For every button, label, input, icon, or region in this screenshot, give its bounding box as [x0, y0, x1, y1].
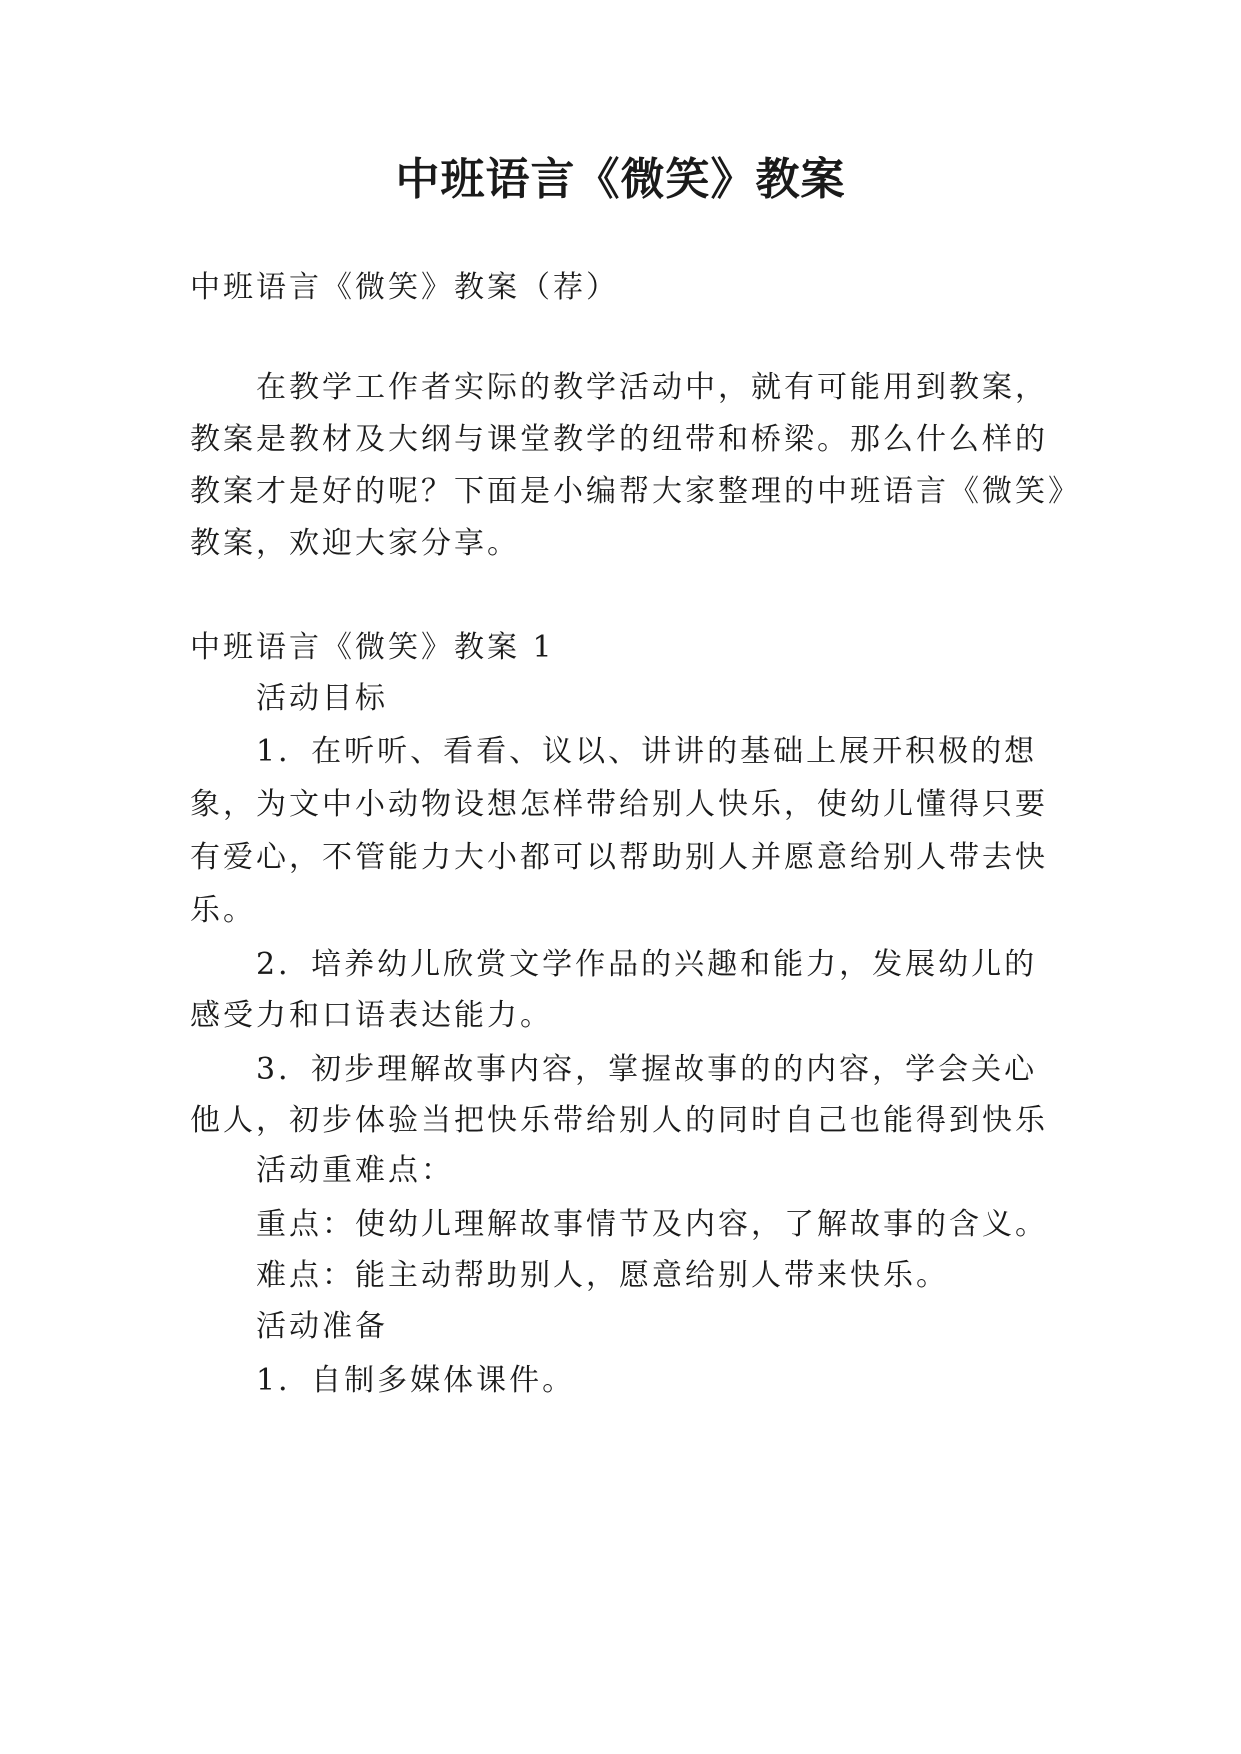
goal-line: 3．初步理解故事内容，掌握故事的的内容，学会关心 [256, 1052, 1038, 1087]
document-subtitle: 中班语言《微笑》教案（荐） [190, 270, 619, 305]
goal-line: 乐。 [190, 893, 256, 928]
intro-line: 教案，欢迎大家分享。 [190, 526, 520, 561]
goal-line: 象，为文中小动物设想怎样带给别人快乐，使幼儿懂得只要 [190, 787, 1048, 822]
prep-heading: 活动准备 [256, 1309, 388, 1344]
goal-line: 感受力和口语表达能力。 [190, 998, 553, 1033]
section-heading: 中班语言《微笑》教案 1 [190, 630, 555, 665]
keypoints-heading: 活动重难点： [256, 1153, 454, 1188]
goal-line: 有爱心，不管能力大小都可以帮助别人并愿意给别人带去快 [190, 840, 1048, 875]
goals-heading: 活动目标 [256, 681, 388, 716]
intro-line: 在教学工作者实际的教学活动中，就有可能用到教案， [256, 370, 1048, 405]
intro-line: 教案是教材及大纲与课堂教学的纽带和桥梁。那么什么样的 [190, 422, 1048, 457]
goal-line: 他人，初步体验当把快乐带给别人的同时自己也能得到快乐 [190, 1103, 1048, 1138]
keypoint-text: 重点：使幼儿理解故事情节及内容，了解故事的含义。 [256, 1207, 1048, 1242]
goal-line: 1．在听听、看看、议以、讲讲的基础上展开积极的想 [256, 734, 1038, 769]
prep-item: 1．自制多媒体课件。 [256, 1363, 576, 1398]
goal-line: 2．培养幼儿欣赏文学作品的兴趣和能力，发展幼儿的 [256, 947, 1038, 982]
intro-line: 教案才是好的呢？下面是小编帮大家整理的中班语言《微笑》 [190, 474, 1081, 509]
difficulty-text: 难点：能主动帮助别人，愿意给别人带来快乐。 [256, 1258, 949, 1293]
document-title: 中班语言《微笑》教案 [395, 154, 846, 205]
